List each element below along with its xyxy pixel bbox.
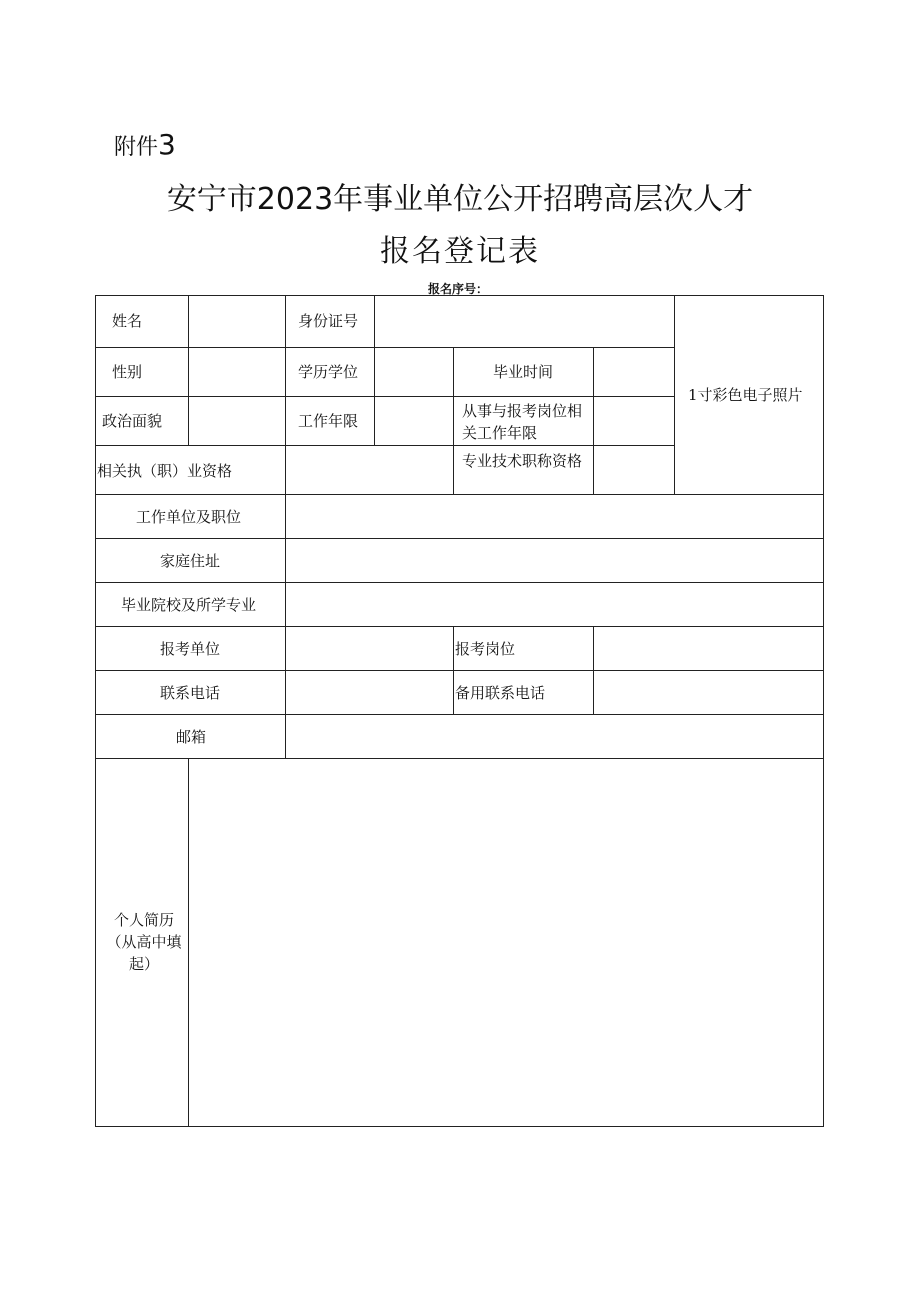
apply-unit-label: 报考单位: [160, 640, 221, 658]
title-qualification-label: 专业技术职称资格: [462, 452, 583, 470]
email-label-cell: [95, 714, 286, 759]
name-label: 姓名: [112, 312, 143, 330]
education-field[interactable]: [374, 347, 454, 397]
resume-label: 个人简历（从高中填起）: [106, 911, 182, 973]
education-label-cell: [285, 347, 375, 397]
related-years-label-cell: [453, 396, 594, 446]
qualification-label-cell: [95, 445, 286, 495]
work-years-field[interactable]: [374, 396, 454, 446]
id-label: 身份证号: [298, 312, 359, 330]
apply-unit-label-cell: [95, 626, 286, 671]
serial-number-label: 报名序号：: [428, 282, 489, 296]
political-field[interactable]: [188, 396, 286, 446]
gender-field[interactable]: [188, 347, 286, 397]
qualification-label: 相关执（职）业资格: [97, 462, 233, 480]
id-field[interactable]: [374, 295, 675, 348]
photo-label: 1寸彩色电子照片: [688, 386, 803, 404]
work-years-label: 工作年限: [298, 412, 359, 430]
apply-position-label: 报考岗位: [455, 640, 516, 658]
related-years-label: 从事与报考岗位相关工作年限: [462, 402, 583, 442]
backup-phone-field[interactable]: [593, 670, 824, 715]
employer-field[interactable]: [285, 494, 824, 539]
attachment-label: [114, 128, 176, 161]
school-label: 毕业院校及所学专业: [121, 596, 257, 614]
address-label: 家庭住址: [160, 552, 221, 570]
id-label-cell: [285, 295, 375, 348]
backup-phone-label-cell: [453, 670, 594, 715]
apply-position-label-cell: [453, 626, 594, 671]
page-subtitle: 报名登记表: [380, 234, 540, 269]
attachment-text: 附件: [114, 135, 159, 160]
graduation-time-label-cell: [453, 347, 594, 397]
qualification-field[interactable]: [285, 445, 454, 495]
photo-cell[interactable]: [674, 295, 824, 495]
resume-field[interactable]: [188, 758, 824, 1127]
email-field[interactable]: [285, 714, 824, 759]
graduation-time-label: 毕业时间: [493, 363, 554, 381]
education-label: 学历学位: [298, 363, 359, 381]
related-years-field[interactable]: [593, 396, 675, 446]
address-field[interactable]: [285, 538, 824, 583]
title-qualification-field[interactable]: [593, 445, 675, 495]
backup-phone-label: 备用联系电话: [455, 684, 546, 702]
employer-label: 工作单位及职位: [136, 508, 242, 526]
title-qualification-label-cell: [453, 445, 594, 495]
gender-label: 性别: [112, 363, 143, 381]
school-field[interactable]: [285, 582, 824, 627]
name-field[interactable]: [188, 295, 286, 348]
phone-label: 联系电话: [160, 684, 221, 702]
name-label-cell: [95, 295, 189, 348]
political-label: 政治面貌: [102, 412, 163, 430]
address-label-cell: [95, 538, 286, 583]
gender-label-cell: [95, 347, 189, 397]
political-label-cell: [95, 396, 189, 446]
employer-label-cell: [95, 494, 286, 539]
apply-unit-field[interactable]: [285, 626, 454, 671]
apply-position-field[interactable]: [593, 626, 824, 671]
work-years-label-cell: [285, 396, 375, 446]
school-label-cell: [95, 582, 286, 627]
phone-label-cell: [95, 670, 286, 715]
phone-field[interactable]: [285, 670, 454, 715]
resume-label-cell: [95, 758, 189, 1127]
email-label: 邮箱: [176, 728, 207, 746]
page-title: 安宁市2023年事业单位公开招聘高层次人才: [166, 182, 754, 217]
registration-form: [96, 296, 824, 1127]
attachment-number: 3: [158, 128, 176, 161]
graduation-time-field[interactable]: [593, 347, 675, 397]
